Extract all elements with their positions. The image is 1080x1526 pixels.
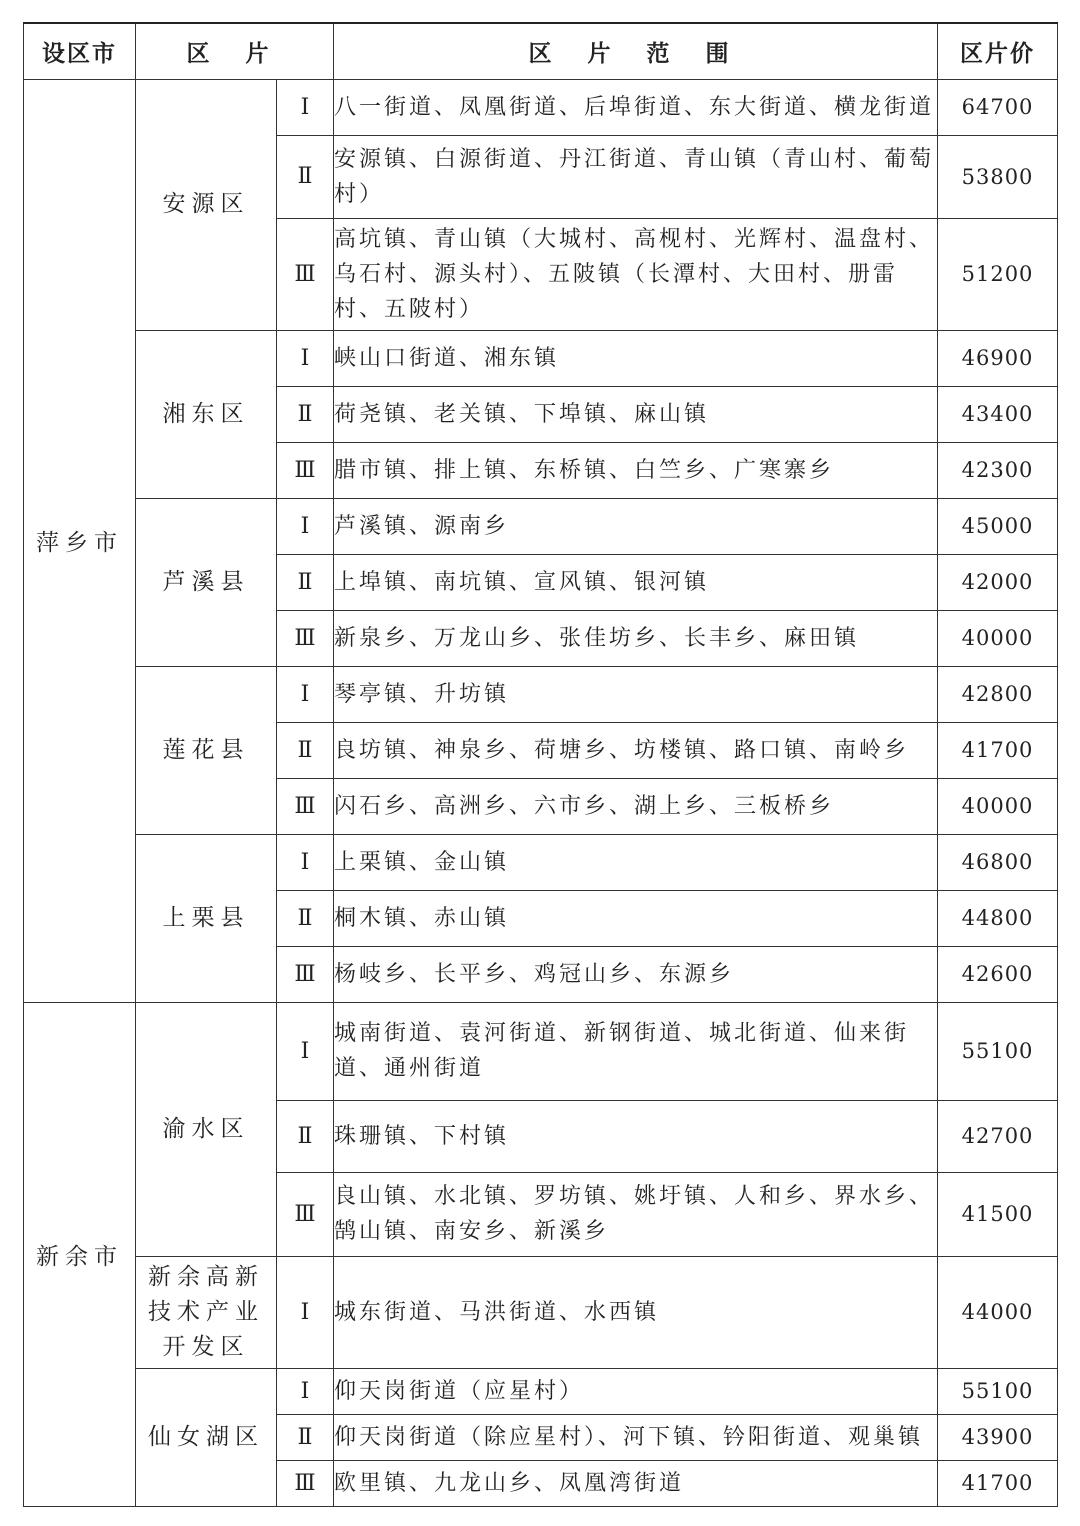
tier-cell: Ⅲ bbox=[277, 946, 334, 1002]
table-row bbox=[24, 666, 1058, 722]
tier-cell: Ⅰ bbox=[277, 666, 334, 722]
tier-cell: Ⅲ bbox=[277, 610, 334, 666]
price-cell: 42000 bbox=[938, 554, 1058, 610]
range-cell: 良坊镇、神泉乡、荷塘乡、坊楼镇、路口镇、南岭乡 bbox=[334, 722, 938, 778]
range-cell: 城南街道、袁河街道、新钢街道、城北街道、仙来街道、通州街道 bbox=[334, 1002, 938, 1100]
table-row bbox=[24, 834, 1058, 890]
range-cell: 八一街道、凤凰街道、后埠街道、东大街道、横龙街道 bbox=[334, 79, 938, 135]
price-cell: 43400 bbox=[938, 386, 1058, 442]
district-cell: 上栗县 bbox=[136, 834, 277, 1002]
table-row bbox=[24, 1002, 1058, 1100]
price-cell: 51200 bbox=[938, 218, 1058, 330]
price-cell: 45000 bbox=[938, 498, 1058, 554]
tier-cell: Ⅲ bbox=[277, 218, 334, 330]
tier-cell: Ⅱ bbox=[277, 722, 334, 778]
table-body bbox=[24, 79, 1058, 1506]
range-cell: 上埠镇、南坑镇、宣风镇、银河镇 bbox=[334, 554, 938, 610]
range-cell: 腊市镇、排上镇、东桥镇、白竺乡、广寒寨乡 bbox=[334, 442, 938, 498]
tier-cell: Ⅱ bbox=[277, 890, 334, 946]
tier-cell: Ⅱ bbox=[277, 135, 334, 218]
district-cell: 湘东区 bbox=[136, 330, 277, 498]
tier-cell: Ⅰ bbox=[277, 330, 334, 386]
price-cell: 46900 bbox=[938, 330, 1058, 386]
tier-cell: Ⅱ bbox=[277, 1414, 334, 1460]
price-cell: 42800 bbox=[938, 666, 1058, 722]
table-row bbox=[24, 1256, 1058, 1368]
range-cell: 杨岐乡、长平乡、鸡冠山乡、东源乡 bbox=[334, 946, 938, 1002]
tier-cell: Ⅲ bbox=[277, 1172, 334, 1256]
table-header-row bbox=[24, 23, 1058, 79]
range-cell: 闪石乡、高洲乡、六市乡、湖上乡、三板桥乡 bbox=[334, 778, 938, 834]
range-cell: 峡山口街道、湘东镇 bbox=[334, 330, 938, 386]
price-cell: 44000 bbox=[938, 1256, 1058, 1368]
header-city: 设区市 bbox=[24, 23, 136, 79]
range-cell: 上栗镇、金山镇 bbox=[334, 834, 938, 890]
range-cell: 城东街道、马洪街道、水西镇 bbox=[334, 1256, 938, 1368]
price-cell: 41700 bbox=[938, 722, 1058, 778]
district-cell: 仙女湖区 bbox=[136, 1368, 277, 1506]
range-cell: 珠珊镇、下村镇 bbox=[334, 1100, 938, 1172]
table-row bbox=[24, 1368, 1058, 1414]
district-cell: 新余高新技术产业开发区 bbox=[136, 1256, 277, 1368]
header-price: 区片价 bbox=[938, 23, 1058, 79]
range-cell: 琴亭镇、升坊镇 bbox=[334, 666, 938, 722]
price-cell: 43900 bbox=[938, 1414, 1058, 1460]
range-cell: 高坑镇、青山镇（大城村、高枧村、光辉村、温盘村、乌石村、源头村）、五陂镇（长潭村、大田村、册雷村、五陂村） bbox=[334, 218, 938, 330]
header-area: 区 片 bbox=[136, 23, 334, 79]
range-cell: 安源镇、白源街道、丹江街道、青山镇（青山村、葡萄村） bbox=[334, 135, 938, 218]
price-cell: 46800 bbox=[938, 834, 1058, 890]
table-row bbox=[24, 330, 1058, 386]
price-cell: 42700 bbox=[938, 1100, 1058, 1172]
land-price-table bbox=[23, 22, 1058, 1507]
range-cell: 新泉乡、万龙山乡、张佳坊乡、长丰乡、麻田镇 bbox=[334, 610, 938, 666]
city-cell: 新余市 bbox=[24, 1002, 136, 1506]
price-cell: 42600 bbox=[938, 946, 1058, 1002]
range-cell: 芦溪镇、源南乡 bbox=[334, 498, 938, 554]
price-cell: 53800 bbox=[938, 135, 1058, 218]
district-cell: 莲花县 bbox=[136, 666, 277, 834]
tier-cell: Ⅰ bbox=[277, 498, 334, 554]
tier-cell: Ⅰ bbox=[277, 79, 334, 135]
price-cell: 41500 bbox=[938, 1172, 1058, 1256]
price-cell: 55100 bbox=[938, 1368, 1058, 1414]
tier-cell: Ⅱ bbox=[277, 386, 334, 442]
range-cell: 仰天岗街道（除应星村）、河下镇、钤阳街道、观巢镇 bbox=[334, 1414, 938, 1460]
header-range: 区 片 范 围 bbox=[334, 23, 938, 79]
city-cell: 萍乡市 bbox=[24, 79, 136, 1002]
range-cell: 桐木镇、赤山镇 bbox=[334, 890, 938, 946]
price-cell: 40000 bbox=[938, 778, 1058, 834]
range-cell: 荷尧镇、老关镇、下埠镇、麻山镇 bbox=[334, 386, 938, 442]
tier-cell: Ⅲ bbox=[277, 778, 334, 834]
district-cell: 芦溪县 bbox=[136, 498, 277, 666]
tier-cell: Ⅱ bbox=[277, 1100, 334, 1172]
range-cell: 欧里镇、九龙山乡、凤凰湾街道 bbox=[334, 1460, 938, 1506]
price-cell: 64700 bbox=[938, 79, 1058, 135]
range-cell: 良山镇、水北镇、罗坊镇、姚圩镇、人和乡、界水乡、鹄山镇、南安乡、新溪乡 bbox=[334, 1172, 938, 1256]
tier-cell: Ⅰ bbox=[277, 1256, 334, 1368]
tier-cell: Ⅰ bbox=[277, 1002, 334, 1100]
district-cell: 渝水区 bbox=[136, 1002, 277, 1256]
price-cell: 41700 bbox=[938, 1460, 1058, 1506]
table-row bbox=[24, 79, 1058, 135]
table-row bbox=[24, 498, 1058, 554]
tier-cell: Ⅲ bbox=[277, 442, 334, 498]
tier-cell: Ⅱ bbox=[277, 554, 334, 610]
tier-cell: Ⅲ bbox=[277, 1460, 334, 1506]
price-cell: 40000 bbox=[938, 610, 1058, 666]
range-cell: 仰天岗街道（应星村） bbox=[334, 1368, 938, 1414]
price-cell: 44800 bbox=[938, 890, 1058, 946]
tier-cell: Ⅰ bbox=[277, 1368, 334, 1414]
tier-cell: Ⅰ bbox=[277, 834, 334, 890]
district-cell: 安源区 bbox=[136, 79, 277, 330]
price-cell: 42300 bbox=[938, 442, 1058, 498]
price-cell: 55100 bbox=[938, 1002, 1058, 1100]
